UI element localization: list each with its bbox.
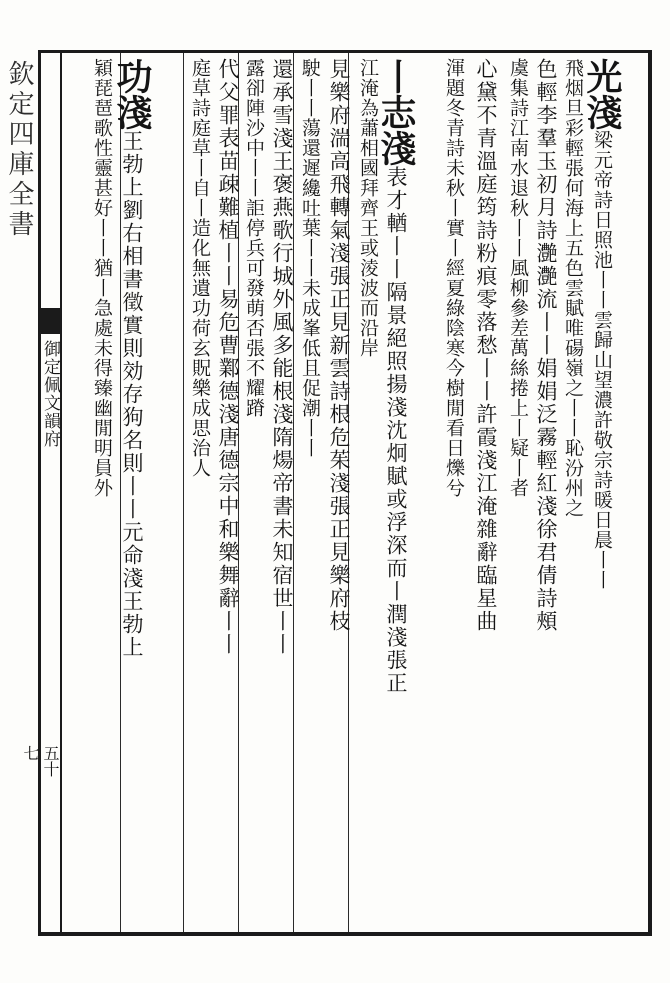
frame-bottom-rule (38, 932, 652, 936)
fishtail-mark (38, 308, 60, 334)
text-column: 虞集詩江南水退秋丨丨風柳參差萬絲捲上丨疑丨者 (507, 58, 529, 498)
text-column: 露卻陣沙中丨丨詎停兵可發萌否張不耀蹐 (243, 58, 265, 418)
page-number: 五十七 (21, 745, 60, 777)
text-column: 代父罪表苗疎難植丨丨易危曹鄴德淺唐德宗中和樂舞辭丨丨 (216, 58, 240, 656)
text-column: 飛烟旦彩輕張何海上五色雲賦唯碭嶺之丨丨恥汾州之 (562, 58, 584, 518)
text-column: 駛丨丨蕩還遲纔吐葉丨丨未成峯低且促潮丨丨 (299, 58, 321, 458)
text-column: 心黛不青溫庭筠詩粉痕零落愁丨丨許霞淺江淹雜辭臨星曲 (474, 58, 498, 633)
book-title: 御定佩文韻府 (40, 340, 60, 448)
text-column: 穎琵琶歌性靈甚好丨丨猶丨急處未得臻幽閒明員外 (91, 58, 113, 498)
text-column: 庭草詩庭草丨自丨造化無遺功荷玄貺樂成思治人 (189, 58, 211, 478)
text-column: 還承雪淺王褒燕歌行城外風多能根淺隋煬帝書未知宿世丨丨 (270, 58, 294, 656)
frame-right-rule (648, 50, 652, 936)
text-column: 色輕李羣玉初月詩灔灔流丨丨娟娟泛霧輕紅淺徐君倩詩頰 (534, 58, 558, 633)
text-column: 江淹為蕭相國拜齊王或淩波而沿岸 (357, 58, 379, 358)
text-column: 渾題冬青詩未秋丨實丨經夏綠陰寒今樹閒看日爍兮 (443, 58, 465, 498)
library-title: 欽定四庫全書 (4, 60, 34, 240)
text-column: 見樂府湍高飛轉氣淺張正見新雲詩根危茱淺張正見樂府枝 (327, 58, 351, 633)
text-column: 功淺王勃上劉右相書徵實則効存狗名則丨丨元命淺王勃上 (111, 58, 153, 659)
fold-margin-rule (60, 50, 62, 936)
text-column: 丨志淺表才輶丨丨隔景絕照揚淺沈炯賦或浮深而丨潤淺張正 (375, 58, 417, 695)
text-column: 光淺梁元帝詩日照池丨丨雲歸山望濃許敬宗詩暖日晨丨丨 (581, 58, 623, 590)
frame-top-rule (38, 50, 652, 53)
